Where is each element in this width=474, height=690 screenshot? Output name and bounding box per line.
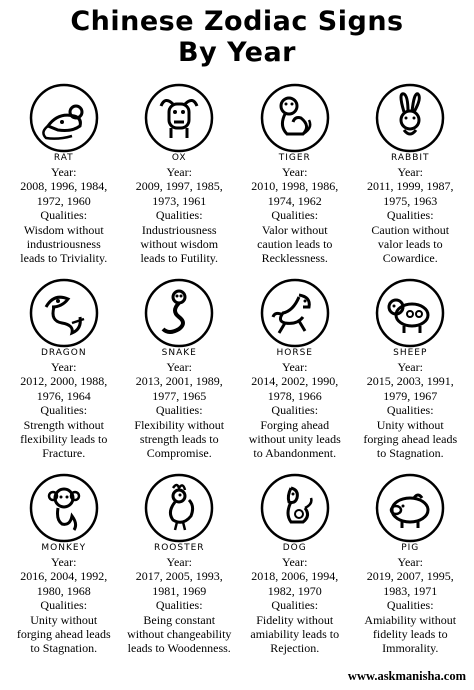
qualities-label: Qualities: [271,598,319,613]
qualities-text: to Abandonment. [253,446,337,461]
qualities-text: valor leads to [377,237,443,252]
sign-name: DOG [282,543,307,553]
qualities-text: to Stagnation. [376,446,444,461]
zodiac-card-rabbit [353,80,469,275]
tiger-icon [259,82,331,154]
zodiac-card-horse [237,275,353,470]
year-values: 2009, 1997, 1985, [135,179,223,194]
qualities-text: Strength without [23,417,104,432]
sign-info [6,555,122,656]
year-values: 2015, 2003, 1991, [366,374,454,389]
zodiac-card-sheep [353,275,469,470]
sign-name: HORSE [276,348,313,358]
sign-info [122,555,238,656]
zodiac-card-ox [122,80,238,275]
qualities-text: strength leads to [139,432,219,447]
sign-info [6,165,122,266]
qualities-label: Qualities: [386,208,434,223]
qualities-text: without wisdom [140,237,219,252]
qualities-text: Unity without [376,417,444,432]
year-values: 2019, 2007, 1995, [366,569,454,584]
zodiac-card-tiger [237,80,353,275]
year-values: 1980, 1968 [36,583,91,598]
year-values: 1976, 1964 [36,388,91,403]
qualities-label: Qualities: [155,208,203,223]
year-values: 2013, 2001, 1989, [135,374,223,389]
year-label: Year: [397,555,423,569]
qualities-text: without changeability [127,627,232,642]
qualities-text: flexibility leads to [20,432,108,447]
zodiac-card-pig [353,470,469,665]
qualities-label: Qualities: [386,403,434,418]
rooster-icon [143,472,215,544]
year-label: Year: [397,165,423,179]
year-label: Year: [166,360,192,374]
year-values: 1974, 1962 [267,193,322,208]
year-values: 1973, 1961 [152,193,207,208]
qualities-text: leads to Futility. [140,251,219,266]
year-values: 2016, 2004, 1992, [20,569,108,584]
sign-name: DRAGON [40,348,87,358]
sign-info [122,165,238,266]
year-label: Year: [282,360,308,374]
sign-name: SNAKE [161,348,197,358]
qualities-text: Valor without [261,222,328,237]
qualities-label: Qualities: [40,208,88,223]
sheep-icon [374,277,446,349]
sign-info [353,165,469,266]
year-label: Year: [166,165,192,179]
year-label: Year: [51,360,77,374]
year-values: 2018, 2006, 1994, [251,569,339,584]
zodiac-card-dragon [6,275,122,470]
qualities-text: caution leads to [257,237,333,252]
sign-name: MONKEY [41,543,87,553]
year-label: Year: [51,555,77,569]
zodiac-card-rat [6,80,122,275]
ox-icon [143,82,215,154]
sign-info [353,360,469,461]
snake-icon [143,277,215,349]
qualities-text: Unity without [30,612,98,627]
qualities-text: to Stagnation. [30,641,98,656]
sign-info [237,165,353,266]
sign-name: RABBIT [390,153,430,163]
qualities-text: Industriousness [141,222,217,237]
year-values: 2008, 1996, 1984, [20,179,108,194]
year-values: 1983, 1971 [383,583,438,598]
qualities-label: Qualities: [271,403,319,418]
sign-name: SHEEP [393,348,428,358]
year-values: 1981, 1969 [152,583,207,598]
qualities-text: forging ahead leads [363,432,458,447]
qualities-text: forging ahead leads [16,627,111,642]
qualities-text: amiability leads to [250,627,340,642]
qualities-text: Forging ahead [260,417,330,432]
year-values: 1975, 1963 [383,193,438,208]
year-label: Year: [282,555,308,569]
sign-info [122,360,238,461]
year-values: 1978, 1966 [267,388,322,403]
zodiac-grid [6,80,468,665]
website-footer: www.askmanisha.com [347,669,466,683]
qualities-label: Qualities: [155,598,203,613]
dragon-icon [28,277,100,349]
qualities-text: leads to Woodenness. [127,641,231,656]
dog-icon [259,472,331,544]
monkey-icon [28,472,100,544]
sign-name: ROOSTER [153,543,205,553]
sign-info [237,360,353,461]
year-values: 2017, 2005, 1993, [135,569,223,584]
sign-name: PIG [401,543,420,553]
zodiac-card-dog [237,470,353,665]
zodiac-card-monkey [6,470,122,665]
year-values: 2011, 1999, 1987, [366,179,454,194]
qualities-text: Flexibility without [134,417,225,432]
year-label: Year: [397,360,423,374]
qualities-text: without unity leads [248,432,341,447]
year-values: 1979, 1967 [383,388,438,403]
year-values: 2014, 2002, 1990, [251,374,339,389]
zodiac-card-rooster [122,470,238,665]
sign-name: TIGER [278,153,311,163]
year-values: 1972, 1960 [36,193,91,208]
qualities-text: leads to Triviality. [20,251,108,266]
qualities-label: Qualities: [40,403,88,418]
qualities-text: Rejection. [270,641,320,656]
qualities-text: Fracture. [42,446,86,461]
qualities-label: Qualities: [40,598,88,613]
zodiac-card-snake [122,275,238,470]
qualities-text: Wisdom without [23,222,104,237]
qualities-text: Caution without [371,222,450,237]
qualities-text: Fidelity without [256,612,334,627]
sign-name: RAT [53,153,74,163]
year-values: 2012, 2000, 1988, [20,374,108,389]
qualities-text: Being constant [143,612,216,627]
pig-icon [374,472,446,544]
qualities-text: industriousness [26,237,101,252]
qualities-text: Immorality. [382,641,439,656]
qualities-text: Cowardice. [382,251,438,266]
qualities-label: Qualities: [271,208,319,223]
sign-info [237,555,353,656]
qualities-label: Qualities: [155,403,203,418]
rat-icon [28,82,100,154]
sign-info [353,555,469,656]
year-values: 1977, 1965 [152,388,207,403]
year-label: Year: [166,555,192,569]
sign-name: OX [171,153,187,163]
year-label: Year: [51,165,77,179]
qualities-text: Amiability without [364,612,457,627]
year-values: 1982, 1970 [267,583,322,598]
qualities-text: fidelity leads to [372,627,448,642]
sign-info [6,360,122,461]
qualities-label: Qualities: [386,598,434,613]
page-title: Chinese Zodiac Signs [70,6,404,37]
rabbit-icon [374,82,446,154]
horse-icon [259,277,331,349]
year-values: 2010, 1998, 1986, [251,179,339,194]
qualities-text: Compromise. [146,446,212,461]
page-subtitle: By Year [178,37,296,68]
qualities-text: Recklessness. [261,251,328,266]
year-label: Year: [282,165,308,179]
